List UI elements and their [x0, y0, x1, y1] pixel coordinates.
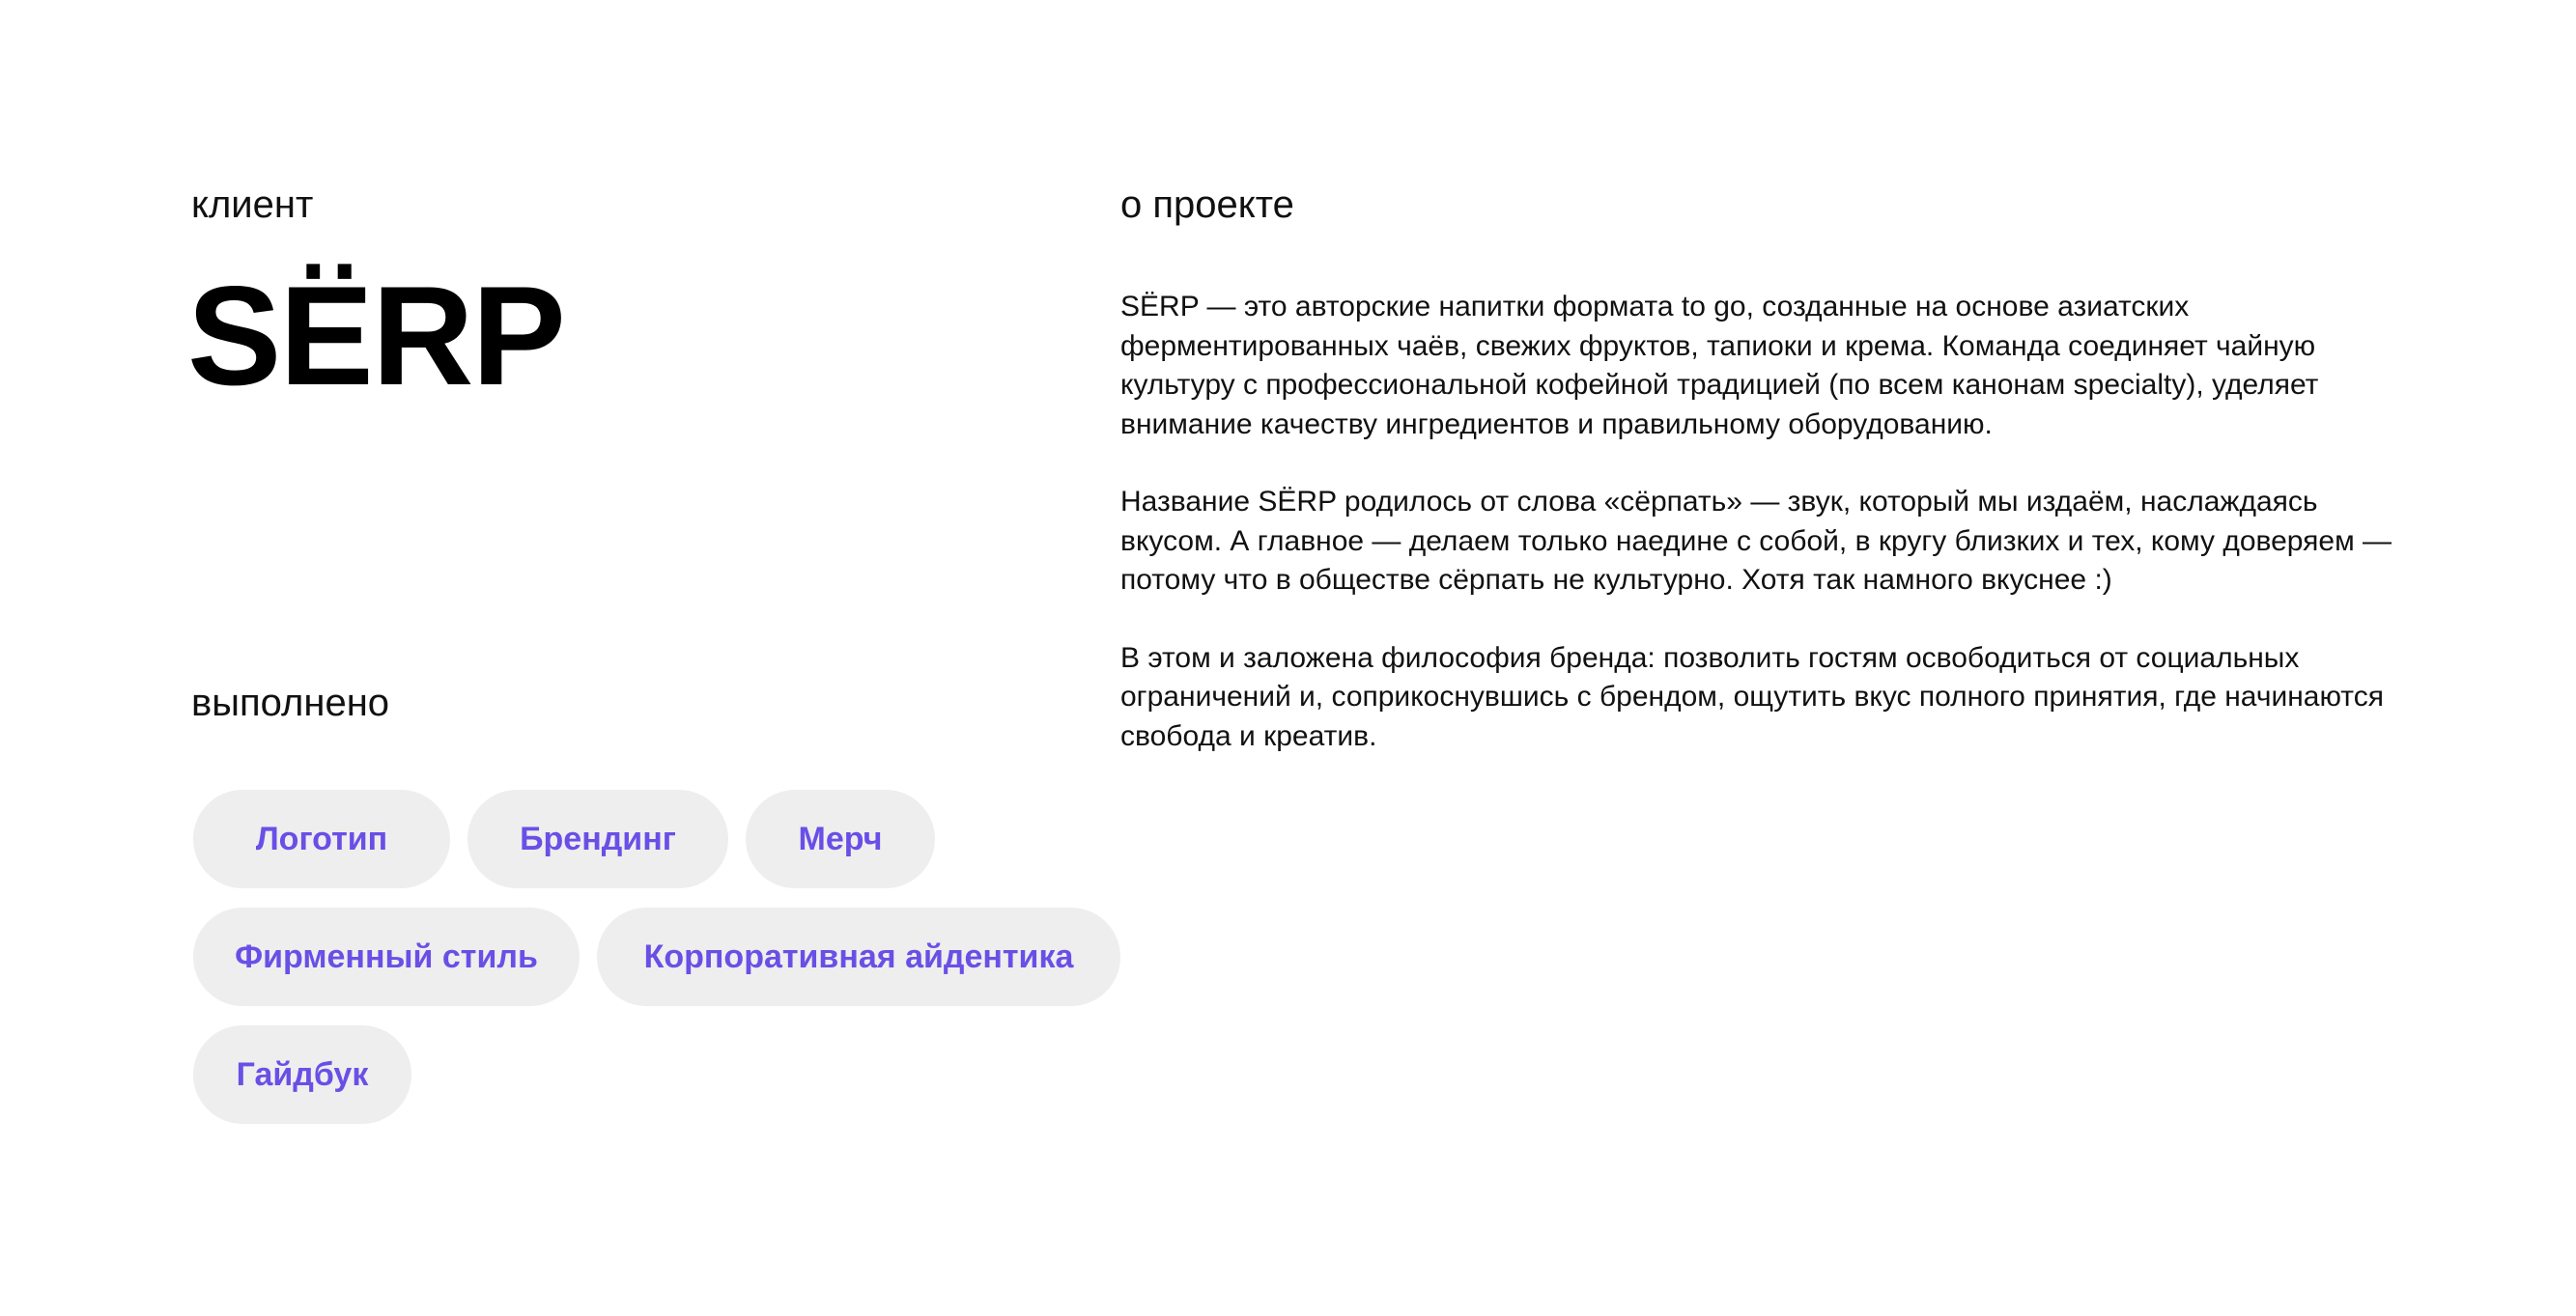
tag-row — [193, 908, 1140, 1006]
client-name: SЁRP — [187, 257, 564, 414]
description-paragraph: SЁRP — это авторские напитки формата to go, созданные на основе азиатских ферментированных чаёв, свежих фруктов, тапиоки и крема. Команда соединяет чайную культуру с профессиональной кофейной традицией (по всем канонам specialty), уделяет внимание качеству ингредиентов и правильному оборудованию. — [1120, 291, 2319, 440]
services-tag-list — [193, 790, 1140, 1143]
tag-brand-style[interactable]: Фирменный стиль — [193, 908, 580, 1006]
tag-branding[interactable]: Брендинг — [467, 790, 728, 888]
tag-guidebook[interactable]: Гайдбук — [193, 1025, 411, 1124]
tag-row — [193, 790, 1140, 888]
about-label: о проекте — [1120, 183, 1294, 226]
done-label: выполнено — [191, 682, 390, 724]
tag-logo[interactable]: Логотип — [193, 790, 450, 888]
tag-merch[interactable]: Мерч — [746, 790, 935, 888]
tag-row — [193, 1025, 1140, 1124]
tag-corporate-identity[interactable]: Корпоративная айдентика — [597, 908, 1120, 1006]
client-label: клиент — [191, 183, 314, 226]
description-paragraph: В этом и заложена философия бренда: позволить гостям освободиться от социальных ограничений и, соприкоснувшись с брендом, ощутить вкус полного принятия, где начинаются свобода и креатив. — [1120, 641, 2384, 752]
description-paragraph: Название SЁRP родилось от слова «сёрпать» — звук, который мы издаём, наслаждаясь вкусом. А главное — делаем только наедине с собой, в кругу близких и тех, кому доверяем — потому что в обществе сёрпать не культурно. Хотя так намного вкуснее :) — [1120, 486, 2392, 596]
project-description — [1120, 288, 2415, 795]
